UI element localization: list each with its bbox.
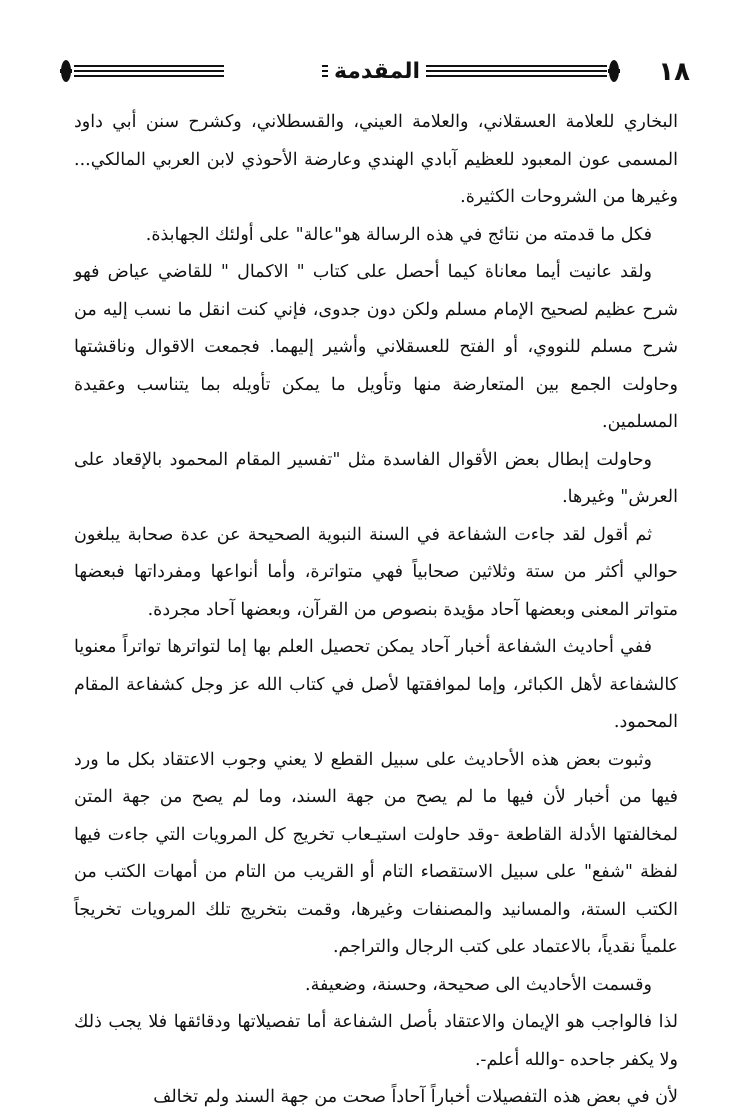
paragraph-8: وقسمت الأحاديث الى صحيحة، وحسنة، وضعيفة. xyxy=(305,974,652,995)
paragraph-1: البخاري للعلامة العسقلاني، والعلامة العيني، والقسطلاني، وكشرح سنن أبي داود المسمى عون المعبود للعظيم آبادي الهندي وعارضة الأحوذي لابن العربي المالكي... وغيرها من الشروحات الكثيرة. xyxy=(74,112,678,207)
paragraph-7: وثبوت بعض هذه الأحاديث على سبيل القطع لا يعني وجوب الاعتقاد بكل ما ورد فيها من أخبار لأن فيها ما لم يصح من جهة السند، وما لم يصح من جهة المتن لمخالفتها الأدلة القاطعة -وقد حاولت استيـعاب تخريج كل المرويات التي جاءت فيها لفظة "شفع" على سبيل الاستقصاء التام أو القريب من التام من أمهات الكتب من الكتب الستة، والمسانيد والمصنفات وغيرها، وقمت بتخريج تلك المرويات تخريجاً علمياً نقدياً، بالاعتماد على كتب الرجال والتراجم. xyxy=(74,749,678,957)
paragraph-3: ولقد عانيت أيما معاناة كيما أحصل على كتاب " الاكمال " للقاضي عياض فهو شرح عظيم لصحيح الإمام مسلم ولكن دون جدوى، فإني كنت انقل ما نسب إليه من شرح مسلم للنووي، أو الفتح للعسقلاني وأشير إليهما. فجمعت الاقوال وناقشتها وحاولت الجمع بين المتعارضة منها وتأويل ما يمكن تأويله بما يتناسب وعقيدة المسلمين. xyxy=(74,262,678,432)
page-header xyxy=(60,50,690,96)
section-title: المقدمة xyxy=(126,52,628,92)
paragraph-9: لذا فالواجب هو الإيمان والاعتقاد بأصل الشفاعة أما تفصيلاتها ودقائقها فلا يجب ذلك ولا يكفر جاحده -والله أعلم-. xyxy=(74,1012,678,1070)
paragraph-10: لأن في بعض هذه التفصيلات أخباراً آحاداً صحت من جهة السند ولم تخالف xyxy=(153,1087,678,1107)
left-ornament-icon xyxy=(60,58,72,84)
page-number: ١٨ xyxy=(658,57,690,87)
paragraph-4: وحاولت إبطال بعض الأقوال الفاسدة مثل "تفسير المقام المحمود بالإقعاد على العرش" وغيرها. xyxy=(74,449,678,507)
right-ornament-icon xyxy=(608,58,620,84)
paragraph-5: ثم أقول لقد جاءت الشفاعة في السنة النبوية الصحيحة عن عدة صحابة يبلغون حوالي أكثر من ستة وثلاثين صحابياً فهي متواترة، وأما أنواعها ومفرداتها فبعضها متواتر المعنى وبعضها آحاد مؤيدة بنصوص من القرآن، وبعضها آحاد مجردة. xyxy=(74,524,678,620)
body-text xyxy=(74,104,678,1117)
paragraph-6: ففي أحاديث الشفاعة أخبار آحاد يمكن تحصيل العلم بها إما لتواترها تواتراً معنويا كالشفاعة لأهل الكبائر، وإما لموافقتها لأصل في كتاب الله عز وجل كشفاعة المقام المحمود. xyxy=(74,637,678,732)
paragraph-2: فكل ما قدمته من نتائج في هذه الرسالة هو"عالة" على أولئك الجهابذة. xyxy=(145,224,652,245)
